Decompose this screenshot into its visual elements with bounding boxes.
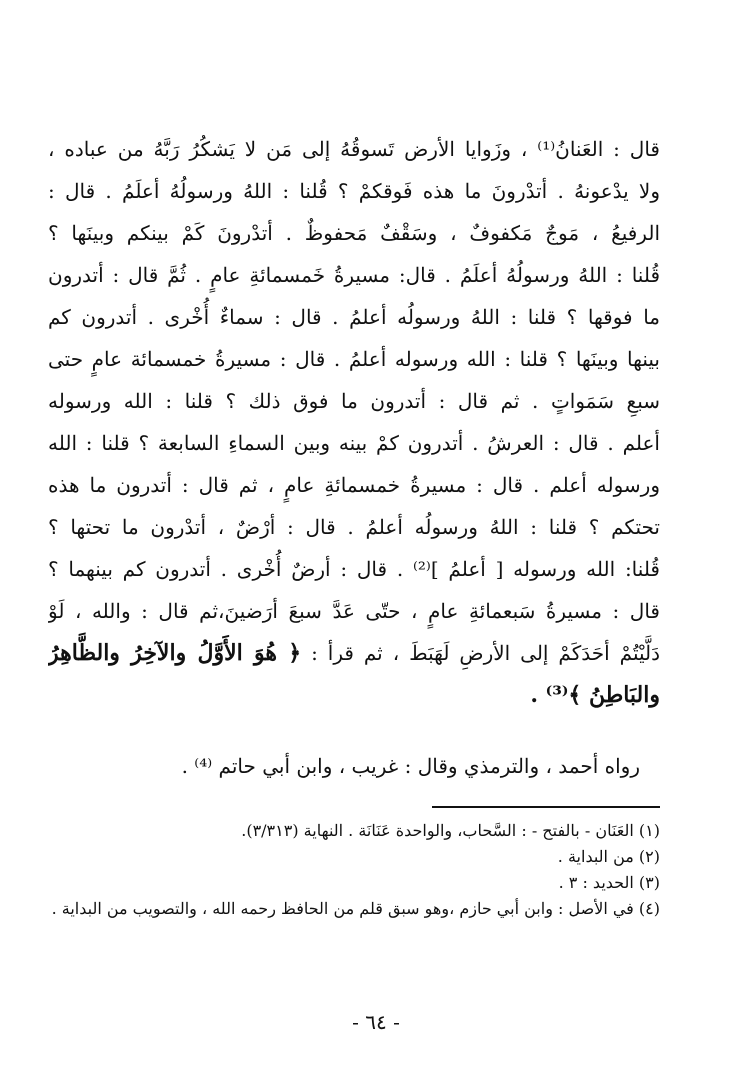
text-line: قال : العَنانُ⁽¹⁾ ، وزَوايا الأرض تَسوقُهُ إلى مَن لا يَشكُرُ رَبَّهُ من عباده ، <box>48 137 660 161</box>
text-line-verse-end <box>48 674 660 716</box>
footnote-item: (٢) من البداية . <box>557 847 660 866</box>
text-line-with-verse <box>48 632 660 674</box>
page-number: - ٦٤ - <box>352 1010 400 1034</box>
footnote-item: (٤) في الأصل : وابن أبي حازم ،وهو سبق قلم من الحافظ رحمه الله ، والتصويب من البداية . <box>51 899 660 918</box>
text-line: تحتكم ؟ قلنا : اللهُ ورسولُه أعلمُ . قال : أرْضٌ ، أتدْرون ما تحتها ؟ <box>48 515 660 539</box>
footnote-item: (١) العَنَان - بالفتح - : السَّحاب، والواحدة عَنَانَة . النهاية (٣/٣١٣). <box>241 821 660 840</box>
text-segment: دَلَّيْتُمْ أحَدَكَمْ إلى الأرضِ لَهَبَطَ ، ثم قرأ : <box>311 641 660 665</box>
text-line: قُلنا: الله ورسوله [ أعلمُ ]⁽²⁾ . قال : أرضٌ أُخْرى . أتدرون كم بينهما ؟ <box>48 557 660 581</box>
text-line: قال : مسيرةُ سَبعمائةِ عامٍ ، حتّى عَدَّ سبعَ أرَضينَ،ثم قال : والله ، لَوْ <box>48 599 660 623</box>
text-line: أعلم . قال : العرشُ . أتدرون كمْ بينه وبين السماءِ السابعة ؟ قلنا : الله <box>48 431 660 455</box>
narration-line: رواه أحمد ، والترمذي وقال : غريب ، وابن أبي حاتم ⁽⁴⁾ . <box>181 754 640 778</box>
quran-verse-end: والبَاطِنُ ﴾⁽³⁾ . <box>530 682 660 708</box>
text-line: بينها وبينَها ؟ قلنا : الله ورسوله أعلمُ . قال : مسيرةُ خمسمائة عامٍ حتى <box>48 347 660 371</box>
footnote-item: (٣) الحديد : ٣ . <box>558 873 660 892</box>
text-line: الرفيعُ ، مَوجٌ مَكفوفٌ ، وسَقْفٌ مَحفوظٌ . أتدْرونَ كَمْ بينكم وبينَها ؟ <box>48 221 660 245</box>
quran-verse: ﴿ هُوَ الأَوَّلُ والآخِرُ والظَّاهِرُ <box>48 640 302 666</box>
footnotes <box>48 818 660 922</box>
text-line: ولا يدْعونهُ . أتدْرونَ ما هذه فَوقكمْ ؟ قُلنا : اللهُ ورسولُهُ أعلَمُ . قال : <box>48 179 660 203</box>
text-line: ورسوله أعلم . قال : مسيرةُ خمسمائةِ عامٍ ، ثم قال : أتدرون ما هذه <box>48 473 660 497</box>
text-line: قُلنا : اللهُ ورسولُهُ أعلَمُ . قال: مسيرةُ خَمسمائةِ عامٍ . ثُمَّ قال : أتدرون <box>48 263 660 287</box>
footnote-divider <box>432 806 660 808</box>
text-line: سبعِ سَمَواتٍ . ثم قال : أتدرون ما فوق ذلك ؟ قلنا : الله ورسوله <box>48 389 660 413</box>
main-text <box>48 128 660 716</box>
text-line: ما فوقها ؟ قلنا : اللهُ ورسولُه أعلمُ . قال : سماءٌ أُخْرى . أتدرون كم <box>48 305 660 329</box>
